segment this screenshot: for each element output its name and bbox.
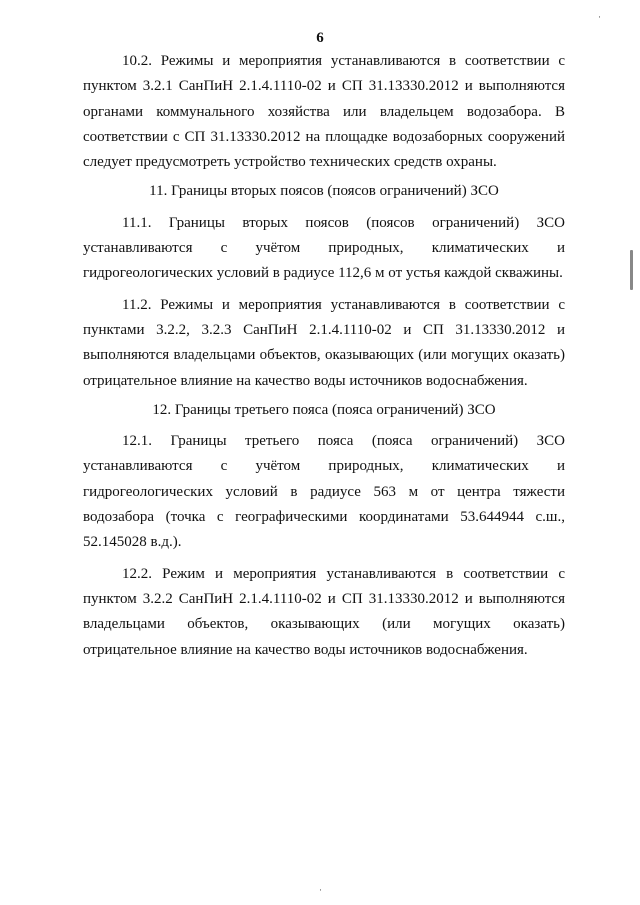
paragraph-11-2: 11.2. Режимы и мероприятия устанавливаются в соответствии с пунктами 3.2.2, 3.2.3 СанПиН 2.1.4.1110-02 и СП 31.13330.2012 и выполняются владельцами объектов, оказывающих (или могущих оказать) отрицательное влияние на качество воды источников водоснабжения. — [83, 296, 565, 389]
page-number: 6 — [316, 30, 324, 46]
scan-dot-bottom: · — [319, 885, 322, 895]
paragraph-12-2: 12.2. Режим и мероприятия устанавливаются в соответствии с пунктом 3.2.2 СанПиН 2.1.4.1110-02 и СП 31.13330.2012 и выполняются владельцами объектов, оказывающих (или могущих оказать) отрицательное влияние на качество воды источников водоснабжения. — [83, 565, 565, 658]
section-heading-12: 12. Границы третьего пояса (пояса ограничений) ЗСО — [152, 401, 496, 418]
scan-dot-top-right: · — [598, 12, 601, 22]
scan-edge-line — [630, 250, 633, 290]
document-body — [83, 49, 565, 663]
paragraph-11-1: 11.1. Границы вторых поясов (поясов ограничений) ЗСО устанавливаются с учётом природных, климатических и гидрогеологических условий в радиусе 112,6 м от устья каждой скважины. — [83, 214, 565, 282]
paragraph-12-1: 12.1. Границы третьего пояса (пояса ограничений) ЗСО устанавливаются с учётом природных, климатических и гидрогеологических условий в радиусе 563 м от центра тяжести водозабора (точка с географическими координатами 53.644944 с.ш., 52.145028 в.д.). — [83, 433, 565, 551]
paragraph-10-2: 10.2. Режимы и мероприятия устанавливаются в соответствии с пунктом 3.2.1 СанПиН 2.1.4.1110-02 и СП 31.13330.2012 и выполняются органами коммунального хозяйства или владельцем водозабора. В соответствии с СП 31.13330.2012 на площадке водозаборных сооружений следует предусмотреть устройство технических средств охраны. — [83, 53, 565, 171]
section-heading-11: 11. Границы вторых поясов (поясов ограничений) ЗСО — [149, 183, 499, 200]
